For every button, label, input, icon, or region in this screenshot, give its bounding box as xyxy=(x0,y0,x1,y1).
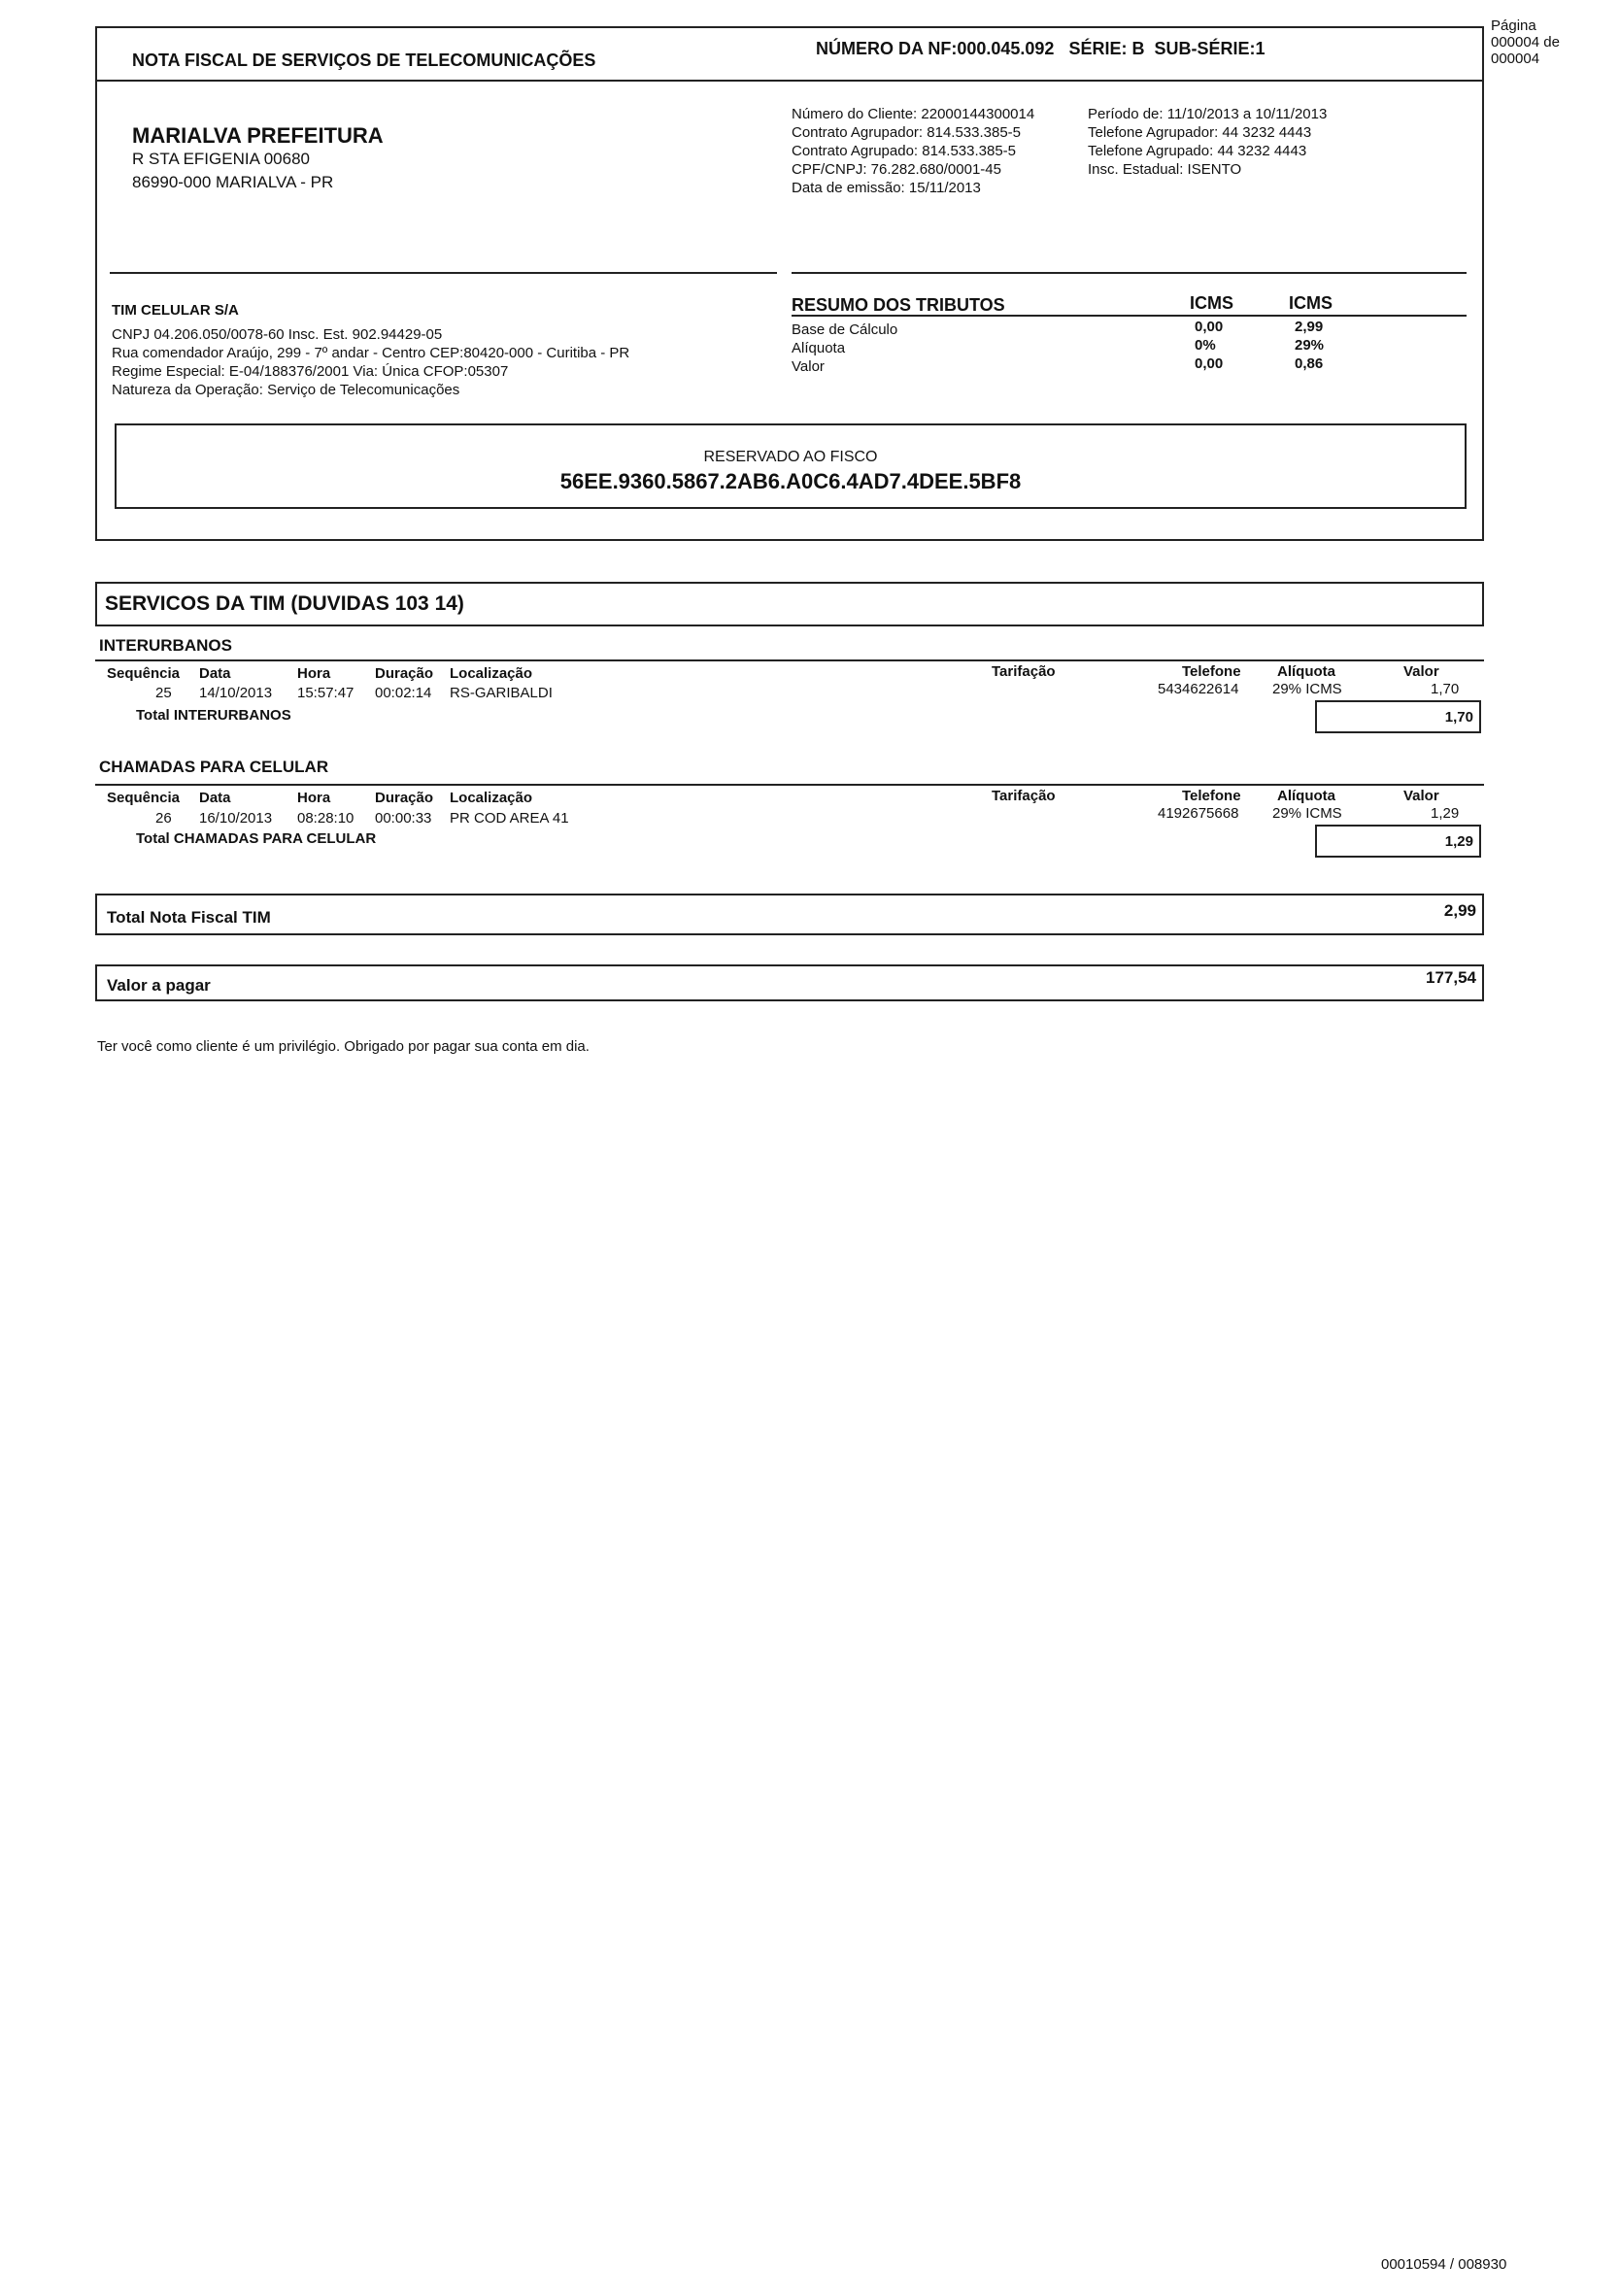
services-header: SERVICOS DA TIM (DUVIDAS 103 14) xyxy=(95,582,1484,626)
customer-name: MARIALVA PREFEITURA xyxy=(132,123,384,148)
customer-street: R STA EFIGENIA 00680 xyxy=(132,150,310,168)
document-number: 00010594 / 008930 xyxy=(1381,2256,1507,2273)
page-indicator: Página 000004 de 000004 xyxy=(1491,17,1560,67)
client-info-col2: Período de: 11/10/2013 a 10/11/2013 Telefone Agrupador: 44 3232 4443 Telefone Agrupado: 44 3232 4443 Insc. Estadual: ISENTO xyxy=(1088,106,1328,178)
customer-city: 86990-000 MARIALVA - PR xyxy=(132,173,334,191)
tributos-values-2: 2,99 29% 0,86 xyxy=(1295,319,1325,372)
fisco-box: RESERVADO AO FISCO 56EE.9360.5867.2AB6.A0C6.4AD7.4DEE.5BF8 xyxy=(115,423,1467,509)
group-total: 1,29 xyxy=(1315,825,1481,858)
invoice-title: NOTA FISCAL DE SERVIÇOS DE TELECOMUNICAÇÕES xyxy=(132,51,596,70)
group-total-label: Total CHAMADAS PARA CELULAR xyxy=(136,830,377,847)
tributos-labels: Base de Cálculo Alíquota Valor xyxy=(792,321,898,375)
group-total: 1,70 xyxy=(1315,700,1481,733)
company-details: CNPJ 04.206.050/0078-60 Insc. Est. 902.94429-05 Rua comendador Araújo, 299 - 7º andar - Centro CEP:80420-000 - Curitiba - PR Regime Especial: E-04/188376/2001 Via: Única CFOP:05307 Natureza da Operação: Serviço de Telecomunicações xyxy=(112,326,630,398)
tributos-col2: ICMS xyxy=(1289,293,1333,313)
company-name: TIM CELULAR S/A xyxy=(112,302,239,319)
tributos-col1: ICMS xyxy=(1190,293,1233,313)
amount-due-box: Valor a pagar 177,54 xyxy=(95,964,1484,1001)
client-info-col1: Número do Cliente: 22000144300014 Contrato Agrupador: 814.533.385-5 Contrato Agrupado: 814.533.385-5 CPF/CNPJ: 76.282.680/0001-45 Data de emissão: 15/11/2013 xyxy=(792,106,1035,196)
tributos-values-1: 0,00 0% 0,00 xyxy=(1195,319,1224,372)
group-title: INTERURBANOS xyxy=(99,636,232,655)
group-total-label: Total INTERURBANOS xyxy=(136,707,291,724)
tributos-title: RESUMO DOS TRIBUTOS xyxy=(792,295,1005,315)
footer-message: Ter você como cliente é um privilégio. Obrigado por pagar sua conta em dia. xyxy=(97,1038,590,1055)
nf-number: NÚMERO DA NF:000.045.092 SÉRIE: B SUB-SÉRIE:1 xyxy=(816,39,1266,58)
total-nf-box: Total Nota Fiscal TIM 2,99 xyxy=(95,894,1484,935)
group-title: CHAMADAS PARA CELULAR xyxy=(99,758,329,776)
